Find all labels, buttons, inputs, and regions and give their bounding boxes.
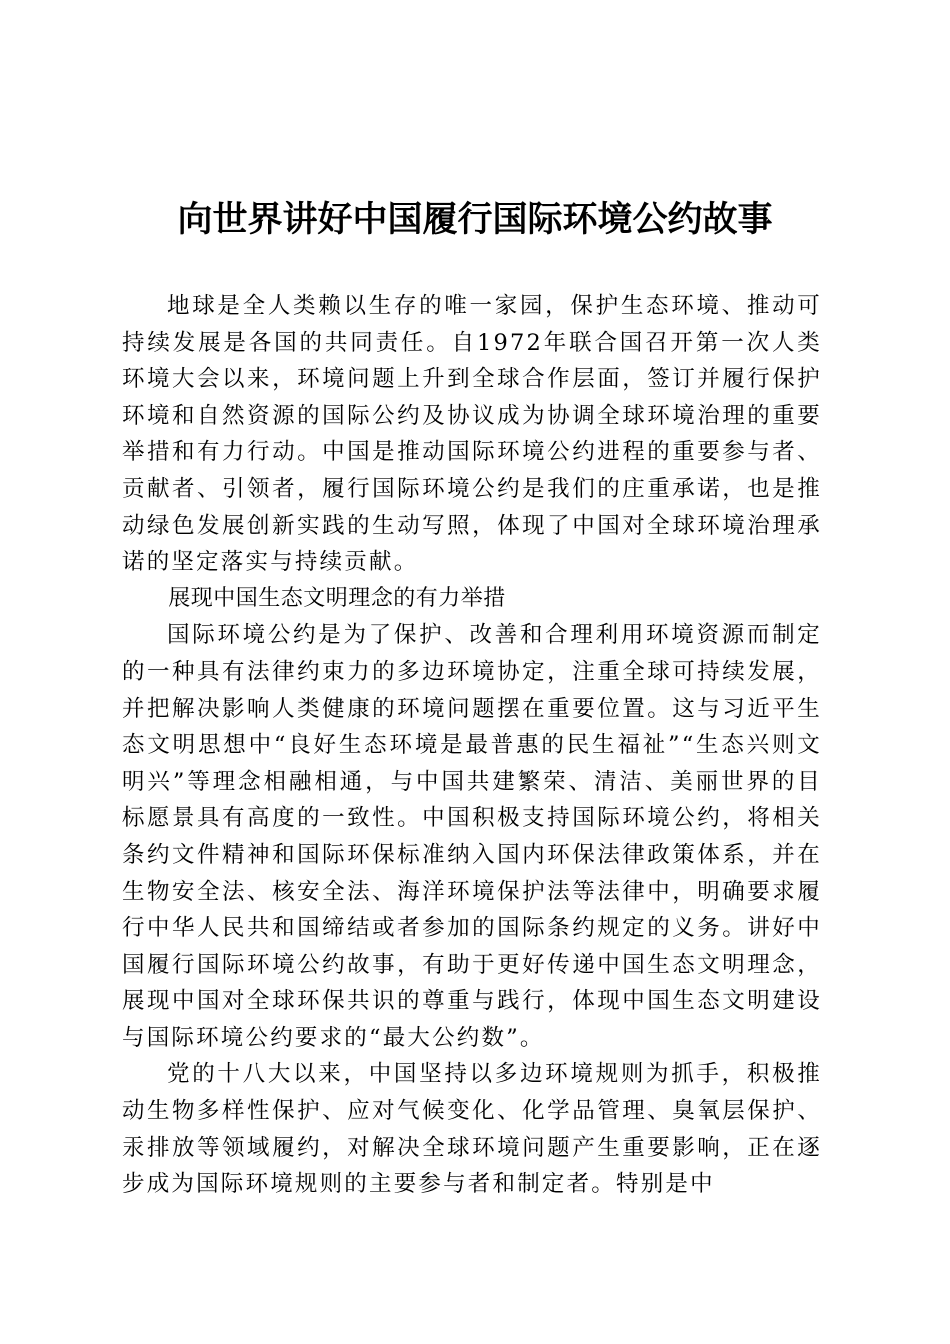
paragraph-intro: 地球是全人类赖以生存的唯一家园，保护生态环境、推动可持续发展是各国的共同责任。自1972年联合国召开第一次人类环境大会以来，环境问题上升到全球合作层面，签订并履行保护环境和自然资源的国际公约及协议成为协调全球环境治理的重要举措和有力行动。中国是推动国际环境公约进程的重要参与者、贡献者、引领者，履行国际环境公约是我们的庄重承诺，也是推动绿色发展创新实践的生动写照，体现了中国对全球环境治理承诺的坚定落实与持续贡献。	[122, 293, 822, 576]
paragraph-eighteenth-congress: 党的十八大以来，中国坚持以多边环境规则为抓手，积极推动生物多样性保护、应对气候变化、化学品管理、臭氧层保护、汞排放等领域履约，对解决全球环境问题产生重要影响，正在逐步成为国际环境规则的主要参与者和制定者。特别是中	[122, 1061, 822, 1198]
document-title: 向世界讲好中国履行国际环境公约故事	[177, 199, 773, 240]
section-heading: 展现中国生态文明理念的有力举措	[168, 585, 506, 611]
document-body	[122, 288, 822, 1203]
paragraph-conventions: 国际环境公约是为了保护、改善和合理利用环境资源而制定的一种具有法律约束力的多边环境协定，注重全球可持续发展，并把解决影响人类健康的环境问题摆在重要位置。这与习近平生态文明思想中“良好生态环境是最普惠的民生福祉”“生态兴则文明兴”等理念相融相通，与中国共建繁荣、清洁、美丽世界的目标愿景具有高度的一致性。中国积极支持国际环境公约，将相关条约文件精神和国际环保标准纳入国内环保法律政策体系，并在生物安全法、核安全法、海洋环境保护法等法律中，明确要求履行中华人民共和国缔结或者参加的国际条约规定的义务。讲好中国履行国际环境公约故事，有助于更好传递中国生态文明理念，展现中国对全球环保共识的尊重与践行，体现中国生态文明建设与国际环境公约要求的“最大公约数”。	[122, 622, 822, 1051]
